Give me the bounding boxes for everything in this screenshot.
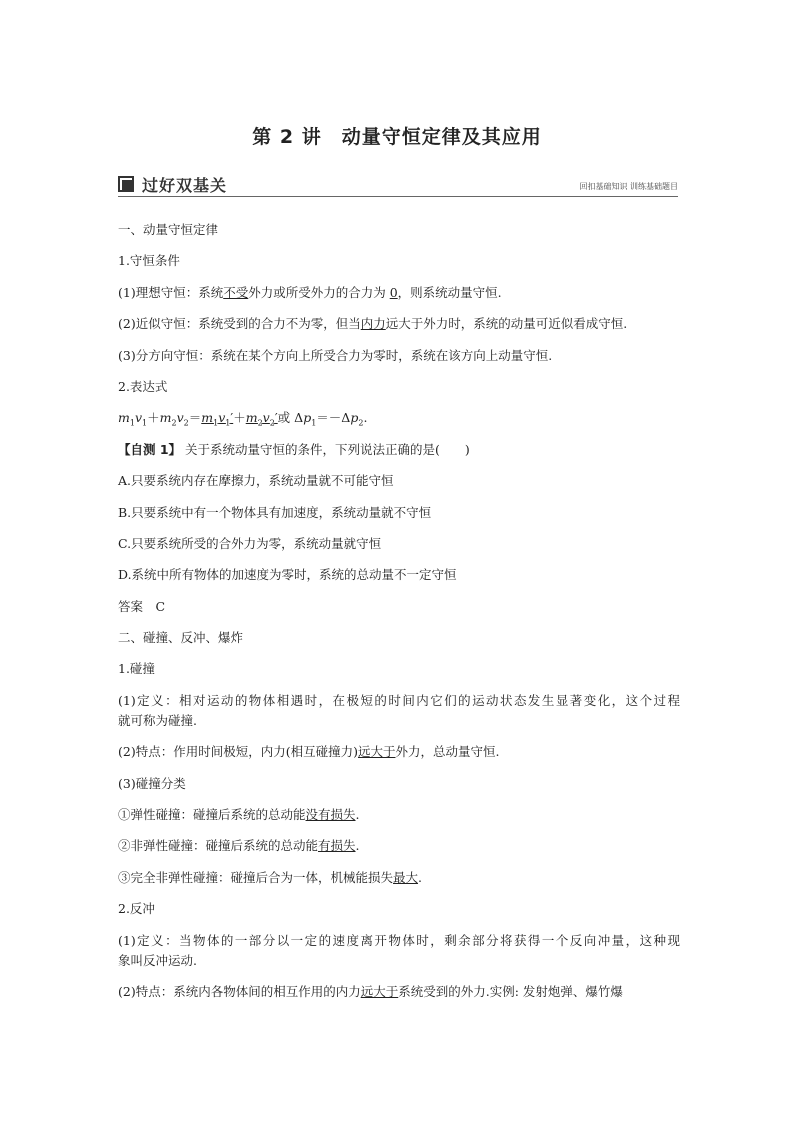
section1-heading: 一、动量守恒定律 bbox=[118, 222, 219, 237]
page-title: 第 2 讲 动量守恒定律及其应用 bbox=[252, 126, 542, 148]
banner-title: 过好双基关 bbox=[142, 176, 228, 195]
selftest-question: 【自测 1】 关于系统动量守恒的条件，下列说法正确的是( ) bbox=[118, 441, 470, 457]
directional-conservation: (3)分方向守恒：系统在某个方向上所受合力为零时，系统在该方向上动量守恒. bbox=[118, 347, 553, 363]
option-a: A.只要系统内存在摩擦力，系统动量就不可能守恒 bbox=[118, 473, 394, 489]
perfectly-inelastic-collision: ③完全非弹性碰撞：碰撞后合为一体，机械能损失最大. bbox=[118, 869, 423, 885]
collision-definition-cont: 就可称为碰撞. bbox=[118, 712, 197, 728]
recoil-feature: (2)特点：系统内各物体间的相互作用的内力远大于系统受到的外力.实例: 发射炮弹、爆竹爆 bbox=[118, 983, 623, 999]
ideal-conservation: (1)理想守恒：系统不受外力或所受外力的合力为 0，则系统动量守恒. bbox=[118, 284, 502, 300]
item-recoil: 2.反冲 bbox=[118, 901, 155, 917]
section-banner bbox=[118, 172, 678, 198]
recoil-definition-cont: 象叫反冲运动. bbox=[118, 952, 197, 968]
banner-subtitle: 回扣基础知识 训练基础题目 bbox=[579, 182, 678, 191]
collision-definition: (1)定义：相对运动的物体相遇时，在极短的时间内它们的运动状态发生显著变化，这个过程 bbox=[118, 692, 680, 708]
approximate-conservation: (2)近似守恒：系统受到的合力不为零，但当内力远大于外力时，系统的动量可近似看成守恒. bbox=[118, 316, 628, 332]
collision-classification: (3)碰撞分类 bbox=[118, 775, 186, 791]
item-collision: 1.碰撞 bbox=[118, 661, 155, 677]
elastic-collision: ①弹性碰撞：碰撞后系统的总动能没有损失. bbox=[118, 807, 360, 823]
momentum-formula: $m_1v_1+m_2v_2=m_1v_1'+m_2v_2'$或 $\Delta p_1=-\Delta p_2$. bbox=[118, 410, 368, 428]
option-b: B.只要系统中有一个物体具有加速度，系统动量就不守恒 bbox=[118, 504, 432, 520]
document-body bbox=[118, 220, 680, 1013]
item-conservation-conditions: 1.守恒条件 bbox=[118, 253, 180, 269]
answer: 答案 C bbox=[118, 598, 166, 614]
section2-heading: 二、碰撞、反冲、爆炸 bbox=[118, 630, 244, 646]
stacked-squares-icon bbox=[118, 176, 134, 192]
option-c: C.只要系统所受的合外力为零，系统动量就守恒 bbox=[118, 535, 382, 551]
item-expression: 2.表达式 bbox=[118, 378, 168, 394]
option-d: D.系统中所有物体的加速度为零时，系统的总动量不一定守恒 bbox=[118, 567, 457, 583]
inelastic-collision: ②非弹性碰撞：碰撞后系统的总动能有损失. bbox=[118, 838, 360, 854]
recoil-definition: (1)定义：当物体的一部分以一定的速度离开物体时，剩余部分将获得一个反向冲量，这种现 bbox=[118, 932, 680, 948]
collision-feature: (2)特点：作用时间极短，内力(相互碰撞力)远大于外力，总动量守恒. bbox=[118, 744, 500, 760]
banner-divider bbox=[118, 196, 678, 197]
